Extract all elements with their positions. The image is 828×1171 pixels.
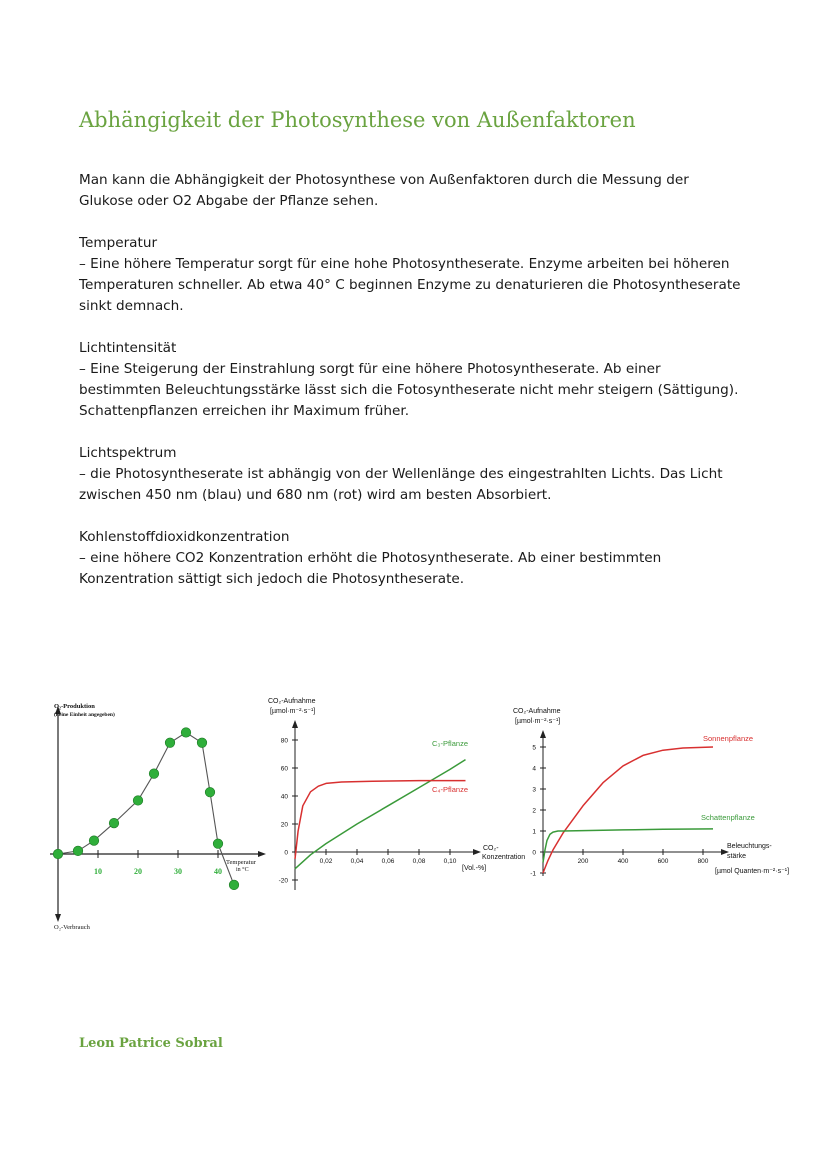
y-axis-label: O₂-Produktion (54, 703, 95, 710)
y-tick-label: 40 (280, 793, 288, 801)
data-point (53, 849, 63, 859)
y-tick-label: 80 (280, 737, 288, 745)
series-line (58, 733, 234, 885)
y-tick-label: 0 (284, 849, 288, 857)
y-tick-label: 60 (280, 765, 288, 773)
section-heading: Lichtspektrum (79, 445, 177, 461)
x-tick-label: 20 (134, 867, 142, 876)
x-tick-label: 400 (617, 858, 629, 865)
x-axis-unit: in °C (236, 867, 249, 873)
section-line: Schattenpflanzen erreichen ihr Maximum früher. (79, 403, 410, 419)
section-line: Konzentration sättigt sich jedoch die Photosyntheserate. (79, 571, 465, 587)
chart-axes (540, 730, 729, 876)
section-lichtspektrum (79, 443, 769, 506)
data-point (73, 846, 83, 856)
x-axis-label-2: stärke (727, 853, 747, 860)
x-tick-label: 600 (657, 858, 669, 865)
x-axis-label: Beleuchtungs- (727, 843, 772, 850)
y-tick-label: -1 (530, 870, 536, 878)
section-heading: Lichtintensität (79, 340, 177, 356)
data-point (229, 880, 239, 890)
section-line: sinkt demnach. (79, 298, 184, 314)
x-tick-label: 0,02 (319, 858, 333, 865)
y-tick-label: 5 (532, 744, 536, 752)
section-line: – Eine höhere Temperatur sorgt für eine hohe Photosyntheserate. Enzyme arbeiten bei höheren (79, 256, 730, 272)
series-group (53, 728, 239, 890)
chart-beleuchtungsstaerke (505, 700, 805, 890)
y-tick-label: 1 (532, 828, 536, 836)
chart-co2-konzentration (262, 694, 526, 894)
section-temperatur (79, 233, 769, 317)
section-line: bestimmten Beleuchtungsstärke lässt sich die Fotosyntheserate nicht mehr steigern (Sättigung). (79, 382, 739, 398)
x-tick-label: 0,10 (443, 858, 457, 865)
chart-temperatur (40, 696, 280, 936)
series-group (543, 747, 713, 873)
y-axis-unit: [µmol·m⁻²·s⁻¹] (515, 718, 561, 725)
x-axis-label: Temperatur (226, 859, 256, 866)
section-line: – die Photosyntheserate ist abhängig von der Wellenlänge des eingestrahlten Lichts. Das Licht (79, 466, 723, 482)
tick-group (279, 738, 457, 885)
section-line: – eine höhere CO2 Konzentration erhöht die Photosyntheserate. Ab einer bestimmten (79, 550, 662, 566)
y-axis-negative-label: O₂-Verbrauch (54, 924, 90, 931)
section-co2 (79, 527, 769, 590)
x-tick-label: 800 (697, 858, 709, 865)
y-axis-label: CO₂-Aufnahme (513, 708, 561, 715)
x-axis-label: CO₂- (483, 845, 499, 852)
y-axis-label: CO₂-Aufnahme (268, 698, 316, 705)
footer-author: Leon Patrice Sobral (79, 1036, 223, 1051)
x-tick-label: 40 (214, 867, 222, 876)
intro-paragraph (79, 170, 769, 212)
x-axis-label-2: Konzentration (482, 854, 526, 861)
tick-group (530, 745, 709, 878)
x-tick-label: 10 (94, 867, 102, 876)
section-heading: Temperatur (79, 235, 158, 251)
y-tick-label: 2 (532, 807, 536, 815)
data-point (149, 769, 159, 779)
data-point (197, 738, 207, 748)
section-line: zwischen 450 nm (blau) und 680 nm (rot) wird am besten Absorbiert. (79, 487, 552, 503)
x-tick-label: 0,08 (412, 858, 426, 865)
x-tick-label: 0,04 (350, 858, 364, 865)
series-line-sonnenpflanze (543, 747, 713, 873)
x-axis-unit: [µmol Quanten·m⁻²·s⁻¹] (715, 868, 790, 875)
data-point (89, 836, 99, 846)
data-point (213, 839, 223, 849)
y-axis-unit: [µmol·m⁻²·s⁻¹] (270, 708, 316, 715)
y-tick-label: 20 (280, 821, 288, 829)
section-line: – Eine Steigerung der Einstrahlung sorgt für eine höhere Photosyntheserate. Ab einer (79, 361, 661, 377)
legend-c4: C₄-Pflanze (432, 785, 468, 794)
data-point (205, 787, 215, 797)
x-tick-label: 200 (577, 858, 589, 865)
section-lichtintensitaet (79, 338, 769, 422)
y-tick-label: 4 (532, 765, 536, 773)
data-point (133, 796, 143, 806)
y-tick-label: 0 (532, 849, 536, 857)
page-title: Abhängigkeit der Photosynthese von Außenfaktoren (79, 108, 636, 132)
x-axis-unit: [Vol.-%] (462, 865, 487, 872)
y-tick-label: -20 (278, 877, 288, 885)
intro-line: Glukose oder O2 Abgabe der Pflanze sehen. (79, 193, 379, 209)
data-point (165, 738, 175, 748)
data-point (181, 728, 191, 738)
x-tick-label: 0,06 (381, 858, 395, 865)
intro-line: Man kann die Abhängigkeit der Photosynthese von Außenfaktoren durch die Messung der (79, 172, 689, 188)
body-text (79, 170, 769, 611)
legend-sonnenpflanze: Sonnenpflanze (703, 734, 754, 743)
x-tick-label: 30 (174, 867, 182, 876)
section-heading: Kohlenstoffdioxidkonzentration (79, 529, 290, 545)
y-axis-sublabel: (keine Einheit angegeben) (54, 712, 115, 718)
legend-c3: C₃-Pflanze (432, 739, 468, 748)
data-point (109, 818, 119, 828)
section-line: Temperaturen schneller. Ab etwa 40° C beginnen Enzyme zu denaturieren die Photosyntheserate (79, 277, 741, 293)
y-tick-label: 3 (532, 786, 536, 794)
legend-schattenpflanze: Schattenpflanze (701, 813, 755, 822)
